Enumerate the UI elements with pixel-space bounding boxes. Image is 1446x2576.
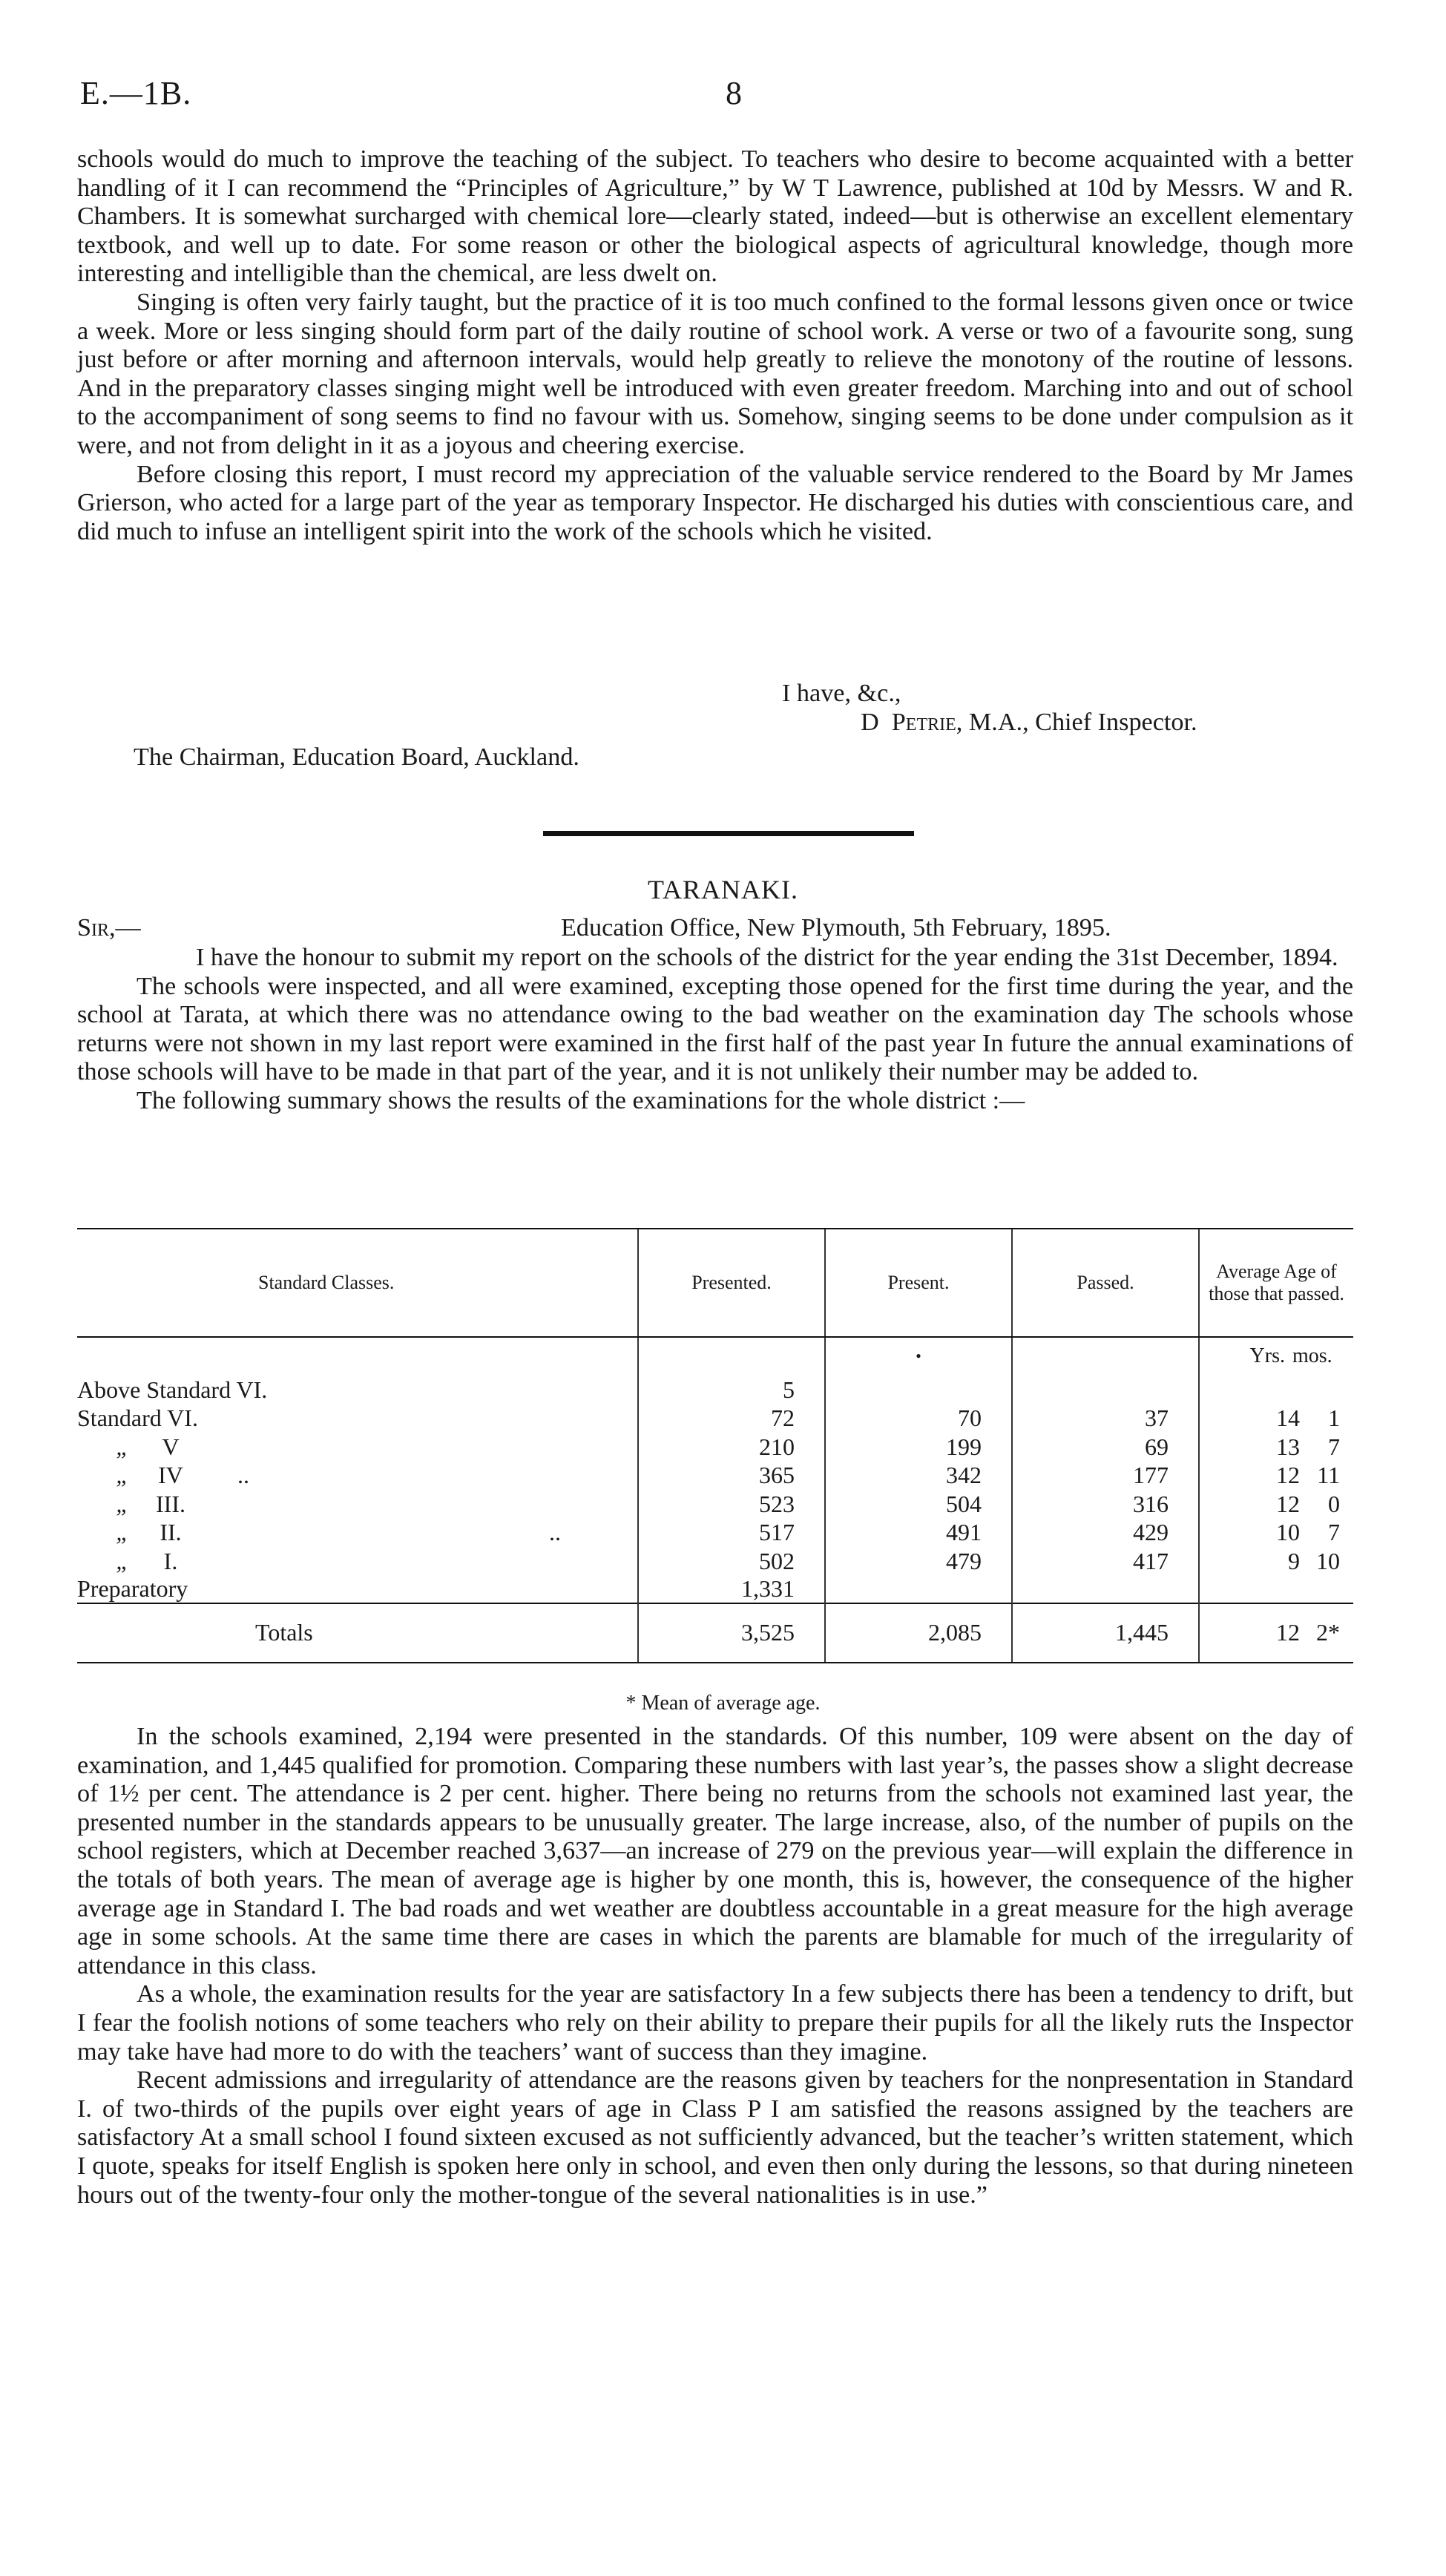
cell-present: 199 bbox=[825, 1432, 1012, 1461]
paragraph-inspection: The schools were inspected, and all were examined, excepting those opened for the first time during the year, and the school at Tarata, at which there was no attendance owing to the bad weather on the examination day The schools whose returns were not shown in my last report were examined in the first half of the past year In future the annual examinations of those schools will have to be made in that part of the year, and it is not unlikely their number may be added to. bbox=[77, 972, 1353, 1086]
row-label: „ V bbox=[77, 1432, 638, 1461]
header-average-age: Average Age of those that passed. bbox=[1199, 1229, 1353, 1337]
cell-passed: 316 bbox=[1012, 1489, 1199, 1518]
ditto-mark: „ bbox=[116, 1519, 129, 1545]
paragraph-summary-intro: The following summary shows the results of the examinations for the whole district :— bbox=[137, 1086, 1025, 1114]
signoff-initial: D bbox=[861, 709, 879, 736]
table-row bbox=[77, 1404, 1353, 1433]
cell-presented: 210 bbox=[638, 1432, 825, 1461]
age-units bbox=[1199, 1337, 1353, 1375]
table-row bbox=[77, 1575, 1353, 1603]
months-unit: mos. bbox=[1292, 1344, 1332, 1367]
signoff-greeting: I have, &c., bbox=[782, 680, 901, 707]
cell-average-age: 12 11 bbox=[1199, 1461, 1353, 1490]
report-continuation bbox=[77, 145, 1353, 546]
paragraph-closing: Before closing this report, I must record my appreciation of the valuable service rendered to the Board by Mr James Grierson, who acted for a large part of the year as temporary Inspector. He discharged his duties with conscientious care, and did much to infuse an intelligent spirit into the work of the schools which he visited. bbox=[77, 460, 1353, 545]
cell-average-age: 13 7 bbox=[1199, 1432, 1353, 1461]
totals-label: Totals bbox=[77, 1603, 638, 1663]
cell-presented: 72 bbox=[638, 1404, 825, 1433]
cell-present: 342 bbox=[825, 1461, 1012, 1490]
paragraph-agriculture: schools would do much to improve the teaching of the subject. To teachers who desire to become acquainted with a better handling of it I can recommend the “Principles of Agriculture,” by W T Lawrence, published at 10d by Messrs. W and R. Chambers. It is somewhat surcharged with chemical lore—clearly stated, indeed—but is otherwise an excellent elementary textbook, and well up to date. For some reason or other the biological aspects of agricultural knowledge, though more interesting and intelligible than the chemical, are less dwelt on. bbox=[77, 145, 1353, 288]
table-footnote: * Mean of average age. bbox=[625, 1692, 821, 1715]
header-passed: Passed. bbox=[1012, 1229, 1199, 1337]
totals-row bbox=[77, 1603, 1353, 1663]
header-standard-classes: Standard Classes. bbox=[77, 1229, 638, 1337]
cell-presented: 1,331 bbox=[638, 1575, 825, 1603]
taranaki-results bbox=[77, 1723, 1353, 2209]
cell-presented: 5 bbox=[638, 1375, 825, 1404]
cell-present: 479 bbox=[825, 1546, 1012, 1575]
table-header-row bbox=[77, 1229, 1353, 1337]
paragraph-satisfactory: As a whole, the examination results for the year are satisfactory In a few subjects there has been a tendency to drift, but I fear the foolish notions of some teachers who rely on their ability to prepare their pupils for all the likely ruts the Inspector may take have had more to do with the teachers’ want of success than they imagine. bbox=[77, 1980, 1353, 2066]
table-row bbox=[77, 1375, 1353, 1404]
row-label: Standard VI. bbox=[77, 1404, 198, 1431]
leader-dots: .. bbox=[549, 1519, 561, 1545]
running-header: E.—1B. bbox=[80, 75, 192, 111]
section-title: TARANAKI. bbox=[647, 875, 799, 904]
header-present: Present. bbox=[825, 1229, 1012, 1337]
ditto-mark: „ bbox=[116, 1547, 129, 1574]
page-number: 8 bbox=[726, 75, 742, 111]
table-row bbox=[77, 1432, 1353, 1461]
table-row bbox=[77, 1489, 1353, 1518]
row-label: Above Standard VI. bbox=[77, 1376, 268, 1403]
signoff-surname: Petrie bbox=[891, 709, 956, 736]
examination-summary-table bbox=[77, 1228, 1353, 1663]
cell-average-age: 14 1 bbox=[1199, 1404, 1353, 1433]
row-label: Preparatory bbox=[77, 1574, 188, 1602]
header-presented: Presented. bbox=[638, 1229, 825, 1337]
totals-present: 2,085 bbox=[825, 1603, 1012, 1663]
cell-present: 491 bbox=[825, 1518, 1012, 1547]
paragraph-submission: I have the honour to submit my report on the schools of the district for the year ending the 31st December, 1894. bbox=[196, 944, 1338, 971]
totals-passed: 1,445 bbox=[1012, 1603, 1199, 1663]
paragraph-nonpresentation: Recent admissions and irregularity of attendance are the reasons given by teachers for the nonpresentation in Standard I. of two-thirds of the pupils over eight years of age in Class P I am satisfied the reasons assigned by the teachers are satisfactory At a small school I found sixteen excused as not sufficiently advanced, but the teacher’s written statement, which I quote, speaks for itself English is spoken here only in school, and even then only during the lessons, so that during nineteen hours out of the twenty-four only the mother-tongue of the several nationalities is in use.” bbox=[77, 2066, 1353, 2209]
ditto-mark: „ bbox=[116, 1462, 129, 1488]
table-row bbox=[77, 1461, 1353, 1490]
totals-presented: 3,525 bbox=[638, 1603, 825, 1663]
paragraph-results: In the schools examined, 2,194 were presented in the standards. Of this number, 109 were absent on the day of examination, and 1,445 qualified for promotion. Comparing these numbers with last year’s, the passes show a slight decrease of 1½ per cent. The attendance is 2 per cent. higher. There being no returns from the schools not examined last year, the presented number in the standards appears to be unusually greater. The large increase, also, of the number of pupils on the school registers, which at December reached 3,637—an increase of 279 on the previous year—will explain the difference in the totals of both years. The mean of average age is higher by one month, this is, however, the consequence of the higher average age in Standard I. The bad roads and wet weather are doubtless accountable in a great measure for the high average age in some schools. At the same time there are cases in which the parents are blamable for much of the irregularity of attendance in this class. bbox=[77, 1723, 1353, 1979]
cell-presented: 502 bbox=[638, 1546, 825, 1575]
table-row bbox=[77, 1518, 1353, 1547]
cell-presented: 517 bbox=[638, 1518, 825, 1547]
row-label: „ II. .. bbox=[77, 1518, 638, 1547]
cell-average-age: 9 10 bbox=[1199, 1546, 1353, 1575]
cell-passed: 37 bbox=[1012, 1404, 1199, 1433]
cell-passed: 417 bbox=[1012, 1546, 1199, 1575]
ditto-mark: „ bbox=[116, 1490, 129, 1517]
row-label: „ I. bbox=[77, 1546, 638, 1575]
ditto-mark: „ bbox=[116, 1433, 129, 1460]
row-label: „ III. bbox=[77, 1489, 638, 1518]
salutation: Sir,— bbox=[77, 914, 141, 942]
signoff-signature bbox=[861, 709, 1197, 737]
dateline: Education Office, New Plymouth, 5th February, 1895. bbox=[561, 914, 1111, 942]
signoff-title: , M.A., Chief Inspector. bbox=[956, 709, 1197, 736]
section-divider bbox=[543, 831, 914, 836]
signoff-addressee: The Chairman, Education Board, Auckland. bbox=[134, 743, 579, 771]
cell-presented: 523 bbox=[638, 1489, 825, 1518]
stray-mark: • bbox=[825, 1337, 1012, 1375]
cell-presented: 365 bbox=[638, 1461, 825, 1490]
cell-passed: 429 bbox=[1012, 1518, 1199, 1547]
table-row bbox=[77, 1546, 1353, 1575]
years-unit: Yrs. bbox=[1249, 1344, 1285, 1367]
cell-passed: 69 bbox=[1012, 1432, 1199, 1461]
cell-passed: 177 bbox=[1012, 1461, 1199, 1490]
row-label: „ IV .. bbox=[77, 1461, 638, 1490]
paragraph-singing: Singing is often very fairly taught, but the practice of it is too much confined to the formal lessons given once or twice a week. More or less singing should form part of the daily routine of school work. A verse or two of a favourite song, sung just before or after morning and afternoon intervals, would help greatly to relieve the monotony of the routine of lessons. And in the preparatory classes singing might well be introduced with even greater freedom. Marching into and out of school to the accompaniment of song seems to find no favour with us. Somehow, singing seems to be done under compulsion as it were, and not from delight in it as a joyous and cheering exercise. bbox=[77, 288, 1353, 459]
leader-dots: .. bbox=[237, 1462, 249, 1488]
cell-present: 70 bbox=[825, 1404, 1012, 1433]
totals-average-age: 12 2* bbox=[1199, 1603, 1353, 1663]
cell-average-age: 12 0 bbox=[1199, 1489, 1353, 1518]
cell-present: 504 bbox=[825, 1489, 1012, 1518]
taranaki-intro bbox=[77, 944, 1353, 1116]
cell-average-age: 10 7 bbox=[1199, 1518, 1353, 1547]
